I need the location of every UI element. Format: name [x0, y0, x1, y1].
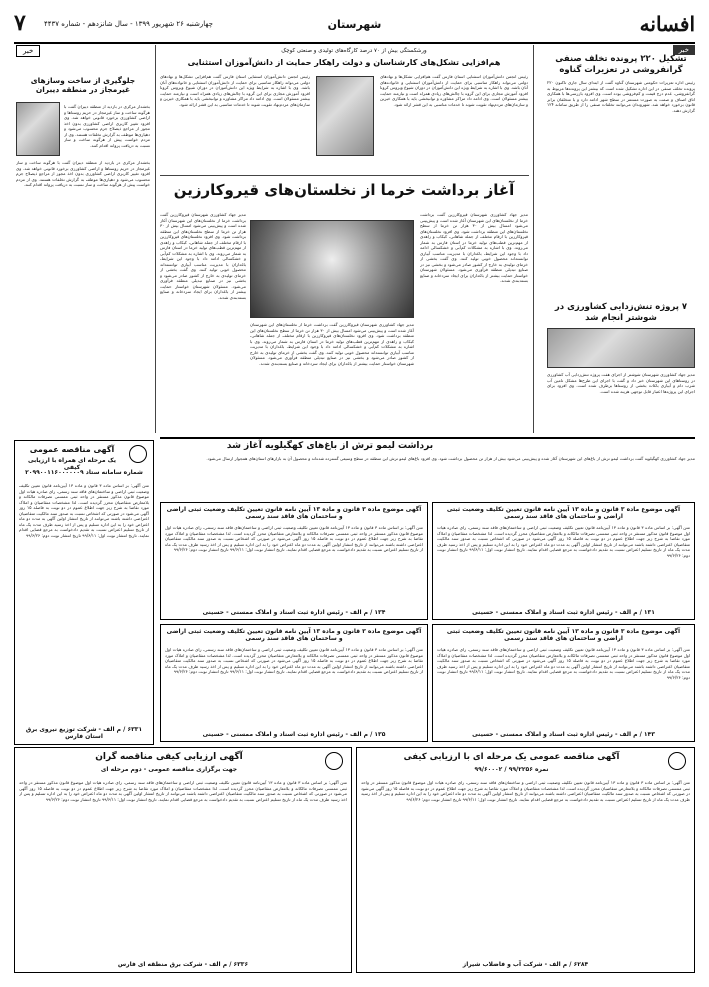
- tender-ad-subtitle: یک مرحله ای همراه با ارزیابی کیفی: [27, 457, 117, 471]
- water-ad-number: نمره ۹۹/۲۲۵۶ / ۹۹/۶۰۰۰۲: [474, 766, 549, 773]
- masthead-rule: [14, 42, 695, 44]
- notice-4-footer: ۱۴۳ / م الف - رئیس اداره ثبت اسناد و املاک ممسنی - حسینی: [472, 731, 655, 738]
- top-headline: هم‌افزایی تشکل‌های کارشناسان و دولت راهکار حمایت از دانش‌آموزان استثنایی: [187, 58, 501, 67]
- issue-date: چهارشنبه ۲۶ شهریور ۱۳۹۹ - سال شانزدهم - شماره ۴۴۳۷: [44, 20, 213, 28]
- main-top-rule: [160, 175, 529, 176]
- tender-ad-title: آگهی مناقصه عمومی: [29, 445, 115, 454]
- news-label-left: خبر: [16, 45, 40, 57]
- water-ad-title: آگهی مناقصه عمومی یک مرحله ای با ارزیابی کیفی: [403, 752, 620, 762]
- portrait-photo: [316, 76, 374, 156]
- right-headline-2: ۷ پروژه تنش‌زدایی کشاورزی در شوشتر انجام شد: [554, 302, 688, 323]
- date-palm-photo: [250, 220, 414, 318]
- main-body-col2: مدیر جهاد کشاورزی شهرستان قیروکارزین گفت برداشت خرما از نخلستان‌های این شهرستان آغاز شده است و پیش‌بینی می‌شود امسال بیش از ۳۰ هزار تن خرما از سطح نخلستان‌های این منطقه برداشت شود. وی افزود نخلستان‌های قیروکارزین با ارقام مختلف از جمله شاهانی، کبکاب و زاهدی از مهم‌ترین قطب‌های تولید خرما در استان فارس به شمار می‌روند. وی با اشاره به مشکلات کم‌آبی و خشکسالی ادامه داد با وجود این شرایط، باغداران با مدیریت مناسب آبیاری توانسته‌اند محصول خوبی تولید کنند. وی گفت بخشی از خرمای تولیدی به خارج از کشور صادر می‌شود و بخشی نیز در صنایع تبدیلی منطقه فرآوری می‌شود. مسئولان شهرستان خواستار حمایت بیشتر از باغداران برای ایجاد سردخانه و صنایع بسته‌بندی شدند.: [250, 322, 414, 366]
- lemon-body: مدیر جهاد کشاورزی کهگیلویه گفت برداشت لیمو ترش از باغ‌های این شهرستان آغاز شده و پیش‌بینی می‌شود بیش از هزار تن محصول برداشت شود. وی افزود باغ‌های لیمو ترش این منطقه در سطح وسیعی گسترده شده‌اند و محصول آن به بازارهای استان‌های همجوار ارسال می‌شود.: [206, 456, 695, 461]
- registry-notice-3: [160, 624, 428, 742]
- water-ad-body: متن آگهی: بر اساس ماده ۳ قانون و ماده ۱۳ آیین‌نامه قانون تعیین تکلیف وضعیت ثبتی اراضی و ساختمان‌های فاقد سند رسمی، رای صادره هیات اول موضوع قانون مذکور مستقر در واحد ثبتی ممسنی تصرفات مالکانه و بلامعارض متقاضیان محرز گردیده است. لذا مشخصات متقاضیان و املاک مورد تقاضا به شرح زیر جهت اطلاع عموم در دو نوبت به فاصله ۱۵ روز آگهی می‌شود در صورتی که اشخاص نسبت به صدور سند مالکیت متقاضیان اعتراضی داشته باشند می‌توانند از تاریخ انتشار اولین آگهی به مدت دو ماه اعتراض خود را به این اداره تسلیم و پس از اخذ رسید ظرف مدت یک ماه از تاریخ تسلیم اعتراض نسبت به تقدیم دادخواست به مرجع قضایی اقدام نمایند. تاریخ انتشار نوبت اول: ۹۹/۶/۱۱ تاریخ انتشار نوبت دوم: ۹۹/۶/۲۶: [361, 780, 690, 802]
- water-company-emblem-icon: [668, 752, 686, 770]
- left-body-top: بخشدار مرکزی در بازدید از منطقه دیبران گفت با هرگونه ساخت و ساز غیرمجاز در حریم روستاها و اراضی کشاورزی برخورد قانونی خواهد شد. وی افزود تغییر کاربری اراضی کشاورزی بدون اخذ مجوز از مراجع ذیصلاح جرم محسوب می‌شود و دهیاری‌ها موظف به گزارش تخلفات هستند. وی از مردم خواست پیش از هرگونه ساخت و ساز نسبت به دریافت پروانه اقدام کنند.: [64, 104, 150, 148]
- notice-2-body: متن آگهی: بر اساس ماده ۳ قانون و ماده ۱۳ آیین‌نامه قانون تعیین تکلیف وضعیت ثبتی اراضی و ساختمان‌های فاقد سند رسمی، رای صادره هیات اول موضوع قانون مذکور مستقر در واحد ثبتی ممسنی تصرفات مالکانه و بلامعارض متقاضیان محرز گردیده است. لذا مشخصات متقاضیان و املاک مورد تقاضا به شرح زیر جهت اطلاع عموم در دو نوبت به فاصله ۱۵ روز آگهی می‌شود در صورتی که اشخاص نسبت به صدور سند مالکیت متقاضیان اعتراضی داشته باشند می‌توانند از تاریخ انتشار اولین آگهی به مدت دو ماه اعتراض خود را به این اداره تسلیم و پس از اخذ رسید ظرف مدت یک ماه از تاریخ تسلیم اعتراض نسبت به تقدیم دادخواست به مرجع قضایی اقدام نمایند. تاریخ انتشار نوبت اول: ۹۹/۶/۱۱ تاریخ انتشار نوبت دوم: ۹۹/۶/۲۶: [437, 525, 690, 558]
- registry-notice-2: [432, 502, 695, 620]
- notice-2-footer: ۱۳۱ / م الف - رئیس اداره ثبت اسناد و املاک ممسنی - حسینی: [472, 609, 655, 616]
- inquiry-ad-subtitle: جهت برگزاری مناقصه عمومی - دوم مرحله ای: [100, 766, 238, 773]
- inquiry-ad-emblem-icon: [325, 752, 343, 770]
- notice-3-footer: ۱۳۵ / م الف - رئیس اداره ثبت اسناد و املاک ممسنی - حسینی: [202, 731, 386, 738]
- section-title: شهرستان: [327, 18, 382, 31]
- tender-ad-body: متن آگهی: بر اساس ماده ۳ قانون و ماده ۱۳ آیین‌نامه قانون تعیین تکلیف وضعیت ثبتی اراضی و ساختمان‌های فاقد سند رسمی، رای صادره هیات اول موضوع قانون مذکور مستقر در واحد ثبتی ممسنی تصرفات مالکانه و بلامعارض متقاضیان محرز گردیده است. لذا مشخصات متقاضیان و املاک مورد تقاضا به شرح زیر جهت اطلاع عموم در دو نوبت به فاصله ۱۵ روز آگهی می‌شود در صورتی که اشخاص نسبت به صدور سند مالکیت متقاضیان اعتراضی داشته باشند می‌توانند از تاریخ انتشار اولین آگهی به مدت دو ماه اعتراض خود را به این اداره تسلیم و پس از اخذ رسید ظرف مدت یک ماه از تاریخ تسلیم اعتراض نسبت به تقدیم دادخواست به مرجع قضایی اقدام نمایند. تاریخ انتشار نوبت اول: ۹۹/۶/۱۱ تاریخ انتشار نوبت دوم: ۹۹/۶/۲۶: [19, 483, 149, 538]
- truck-photo: [547, 328, 695, 368]
- official-photo: [16, 102, 60, 156]
- inquiry-ad-title: آگهی ارزیابی کیفی مناقصه گران: [95, 752, 243, 762]
- tender-ad-left: [14, 440, 154, 745]
- main-headline: آغاز برداشت خرما از نخلستان‌های قیروکارزین: [173, 181, 515, 199]
- main-body-col1: مدیر جهاد کشاورزی شهرستان قیروکارزین گفت برداشت خرما از نخلستان‌های این شهرستان آغاز شده است و پیش‌بینی می‌شود امسال بیش از ۳۰ هزار تن خرما از سطح نخلستان‌های این منطقه برداشت شود. وی افزود نخلستان‌های قیروکارزین با ارقام مختلف از جمله شاهانی، کبکاب و زاهدی از مهم‌ترین قطب‌های تولید خرما در استان فارس به شمار می‌روند. وی با اشاره به مشکلات کم‌آبی و خشکسالی ادامه داد با وجود این شرایط، باغداران با مدیریت مناسب آبیاری توانسته‌اند محصول خوبی تولید کنند. وی گفت بخشی از خرمای تولیدی به خارج از کشور صادر می‌شود و بخشی نیز در صنایع تبدیلی منطقه فرآوری می‌شود. مسئولان شهرستان خواستار حمایت بیشتر از باغداران برای ایجاد سردخانه و صنایع بسته‌بندی شدند.: [420, 212, 528, 283]
- water-tender-ad: [356, 747, 695, 973]
- top-kicker: ورشکستگی بیش از ۷۰ درصد کارگاه‌های تولیدی و صنعتی کوچک: [281, 48, 427, 54]
- notice-1-title: آگهی موضوع ماده ۳ قانون و ماده ۱۳ آیین نامه قانون تعیین تکلیف وضعیت ثبتی اراضی و ساختمان های فاقد سند رسمی: [166, 506, 422, 520]
- page-number: ۷: [14, 10, 26, 36]
- newspaper-logo: افسانه: [639, 12, 695, 36]
- notice-4-title: آگهی موضوع ماده ۳ قانون و ماده ۱۳ آیین نامه قانون تعیین تکلیف وضعیت ثبتی اراضی و ساختمان های فاقد سند رسمی: [446, 628, 681, 642]
- right-body: رئیس اداره تعزیرات حکومتی شهرستان گناوه گفت از ابتدای سال جاری تاکنون ۲۲۰ پرونده تخلف صنفی در این اداره تشکیل شده است که بیشتر این پرونده‌ها مربوط به گرانفروشی، عدم درج قیمت و کم‌فروشی بوده است. وی افزود بازرسی‌ها با همکاری اتاق اصناف و صمت به صورت مستمر در سطح شهر ادامه دارد و با متخلفان برابر قانون برخورد خواهد شد. شهروندان می‌توانند تخلفات صنفی را از طریق سامانه ۱۲۴ گزارش دهند.: [547, 80, 695, 113]
- lemon-rule: [160, 437, 695, 439]
- top-body-right: رئیس انجمن دانش‌آموزان استثنایی استان فارس گفت هم‌افزایی تشکل‌ها و نهادهای دولتی می‌تواند راهکار مناسبی برای حمایت از دانش‌آموزان استثنایی و خانواده‌های آنان باشد. وی با اشاره به شرایط ویژه این دانش‌آموزان در دوران شیوع ویروس کرونا افزود آموزش مجازی برای این گروه با چالش‌های زیادی همراه است و نیازمند حمایت بیشتر مسئولان است. وی ادامه داد مراکز مشاوره و توانبخشی باید با همکاری خیرین و سازمان‌های مردم‌نهاد تقویت شوند تا خدمات مناسبی به این قشر ارائه شود.: [380, 74, 528, 107]
- column-divider-left: [155, 45, 156, 433]
- inquiry-ad-footer: ۶۳۳۶ / م الف - شرکت برق منطقه ای فارس: [117, 961, 249, 968]
- top-body-left: رئیس انجمن دانش‌آموزان استثنایی استان فارس گفت هم‌افزایی تشکل‌ها و نهادهای دولتی می‌تواند راهکار مناسبی برای حمایت از دانش‌آموزان استثنایی و خانواده‌های آنان باشد. وی با اشاره به شرایط ویژه این دانش‌آموزان در دوران شیوع ویروس کرونا افزود آموزش مجازی برای این گروه با چالش‌های زیادی همراه است و نیازمند حمایت بیشتر مسئولان است. وی ادامه داد مراکز مشاوره و توانبخشی باید با همکاری خیرین و سازمان‌های مردم‌نهاد تقویت شوند تا خدمات مناسبی به این قشر ارائه شود.: [160, 74, 310, 107]
- inquiry-ad: [14, 747, 352, 973]
- left-headline: جلوگیری از ساخت وسازهای غیرمجاز در منطقه دیبران: [30, 76, 136, 95]
- notice-1-footer: ۱۳۴ / م الف - رئیس اداره ثبت اسناد و املاک ممسنی - حسینی: [202, 609, 386, 616]
- inquiry-ad-body: متن آگهی: بر اساس ماده ۳ قانون و ماده ۱۳ آیین‌نامه قانون تعیین تکلیف وضعیت ثبتی اراضی و ساختمان‌های فاقد سند رسمی، رای صادره هیات اول موضوع قانون مذکور مستقر در واحد ثبتی ممسنی تصرفات مالکانه و بلامعارض متقاضیان محرز گردیده است. لذا مشخصات متقاضیان و املاک مورد تقاضا به شرح زیر جهت اطلاع عموم در دو نوبت به فاصله ۱۵ روز آگهی می‌شود در صورتی که اشخاص نسبت به صدور سند مالکیت متقاضیان اعتراضی داشته باشند می‌توانند از تاریخ انتشار اولین آگهی به مدت دو ماه اعتراض خود را به این اداره تسلیم و پس از اخذ رسید ظرف مدت یک ماه از تاریخ تسلیم اعتراض نسبت به تقدیم دادخواست به مرجع قضایی اقدام نمایند. تاریخ انتشار نوبت اول: ۹۹/۶/۱۱ تاریخ انتشار نوبت دوم: ۹۹/۶/۲۶: [19, 780, 347, 802]
- tender-ad-emblem-icon: [129, 445, 147, 463]
- left-body: بخشدار مرکزی در بازدید از منطقه دیبران گفت با هرگونه ساخت و ساز غیرمجاز در حریم روستاها و اراضی کشاورزی برخورد قانونی خواهد شد. وی افزود تغییر کاربری اراضی کشاورزی بدون اخذ مجوز از مراجع ذیصلاح جرم محسوب می‌شود و دهیاری‌ها موظف به گزارش تخلفات هستند. وی از مردم خواست پیش از هرگونه ساخت و ساز نسبت به دریافت پروانه اقدام کنند.: [16, 160, 150, 187]
- notice-4-body: متن آگهی: بر اساس ماده ۳ قانون و ماده ۱۳ آیین‌نامه قانون تعیین تکلیف وضعیت ثبتی اراضی و ساختمان‌های فاقد سند رسمی، رای صادره هیات اول موضوع قانون مذکور مستقر در واحد ثبتی ممسنی تصرفات مالکانه و بلامعارض متقاضیان محرز گردیده است. لذا مشخصات متقاضیان و املاک مورد تقاضا به شرح زیر جهت اطلاع عموم در دو نوبت به فاصله ۱۵ روز آگهی می‌شود در صورتی که اشخاص نسبت به صدور سند مالکیت متقاضیان اعتراضی داشته باشند می‌توانند از تاریخ انتشار اولین آگهی به مدت دو ماه اعتراض خود را به این اداره تسلیم و پس از اخذ رسید ظرف مدت یک ماه از تاریخ تسلیم اعتراض نسبت به تقدیم دادخواست به مرجع قضایی اقدام نمایند. تاریخ انتشار نوبت اول: ۹۹/۶/۱۱ تاریخ انتشار نوبت دوم: ۹۹/۶/۲۶: [437, 647, 690, 680]
- tender-ad-number: شماره سامانه ستاد ۲۰۹۹۰۰۱۱۶۰۰۰۰۰۰۹: [25, 469, 143, 476]
- water-ad-footer: ۶۲۸۴ / م الف - شرکت آب و فاضلاب شیراز: [462, 961, 589, 968]
- main-body-col3: مدیر جهاد کشاورزی شهرستان قیروکارزین گفت برداشت خرما از نخلستان‌های این شهرستان آغاز شده است و پیش‌بینی می‌شود امسال بیش از ۳۰ هزار تن خرما از سطح نخلستان‌های این منطقه برداشت شود. وی افزود نخلستان‌های قیروکارزین با ارقام مختلف از جمله شاهانی، کبکاب و زاهدی از مهم‌ترین قطب‌های تولید خرما در استان فارس به شمار می‌روند. وی با اشاره به مشکلات کم‌آبی و خشکسالی ادامه داد با وجود این شرایط، باغداران با مدیریت مناسب آبیاری توانسته‌اند محصول خوبی تولید کنند. وی گفت بخشی از خرمای تولیدی به خارج از کشور صادر می‌شود و بخشی نیز در صنایع تبدیلی منطقه فرآوری می‌شود. مسئولان شهرستان خواستار حمایت بیشتر از باغداران برای ایجاد سردخانه و صنایع بسته‌بندی شدند.: [160, 212, 246, 300]
- right-body-2: مدیر جهاد کشاورزی شهرستان شوشتر از اجرای هفت پروژه تنش‌زدایی آب کشاورزی در روستاهای این شهرستان خبر داد و گفت با اجرای این طرح‌ها مشکل تامین آب شرب دام و آبیاری باغات بخشی از روستاها برطرف شده است. وی افزود برای اجرای این پروژه‌ها اعتبار قابل توجهی هزینه شده است.: [547, 372, 695, 394]
- news-label-right: خبر: [673, 45, 695, 55]
- notice-1-body: متن آگهی: بر اساس ماده ۳ قانون و ماده ۱۳ آیین‌نامه قانون تعیین تکلیف وضعیت ثبتی اراضی و ساختمان‌های فاقد سند رسمی، رای صادره هیات اول موضوع قانون مذکور مستقر در واحد ثبتی ممسنی تصرفات مالکانه و بلامعارض متقاضیان محرز گردیده است. لذا مشخصات متقاضیان و املاک مورد تقاضا به شرح زیر جهت اطلاع عموم در دو نوبت به فاصله ۱۵ روز آگهی می‌شود در صورتی که اشخاص نسبت به صدور سند مالکیت متقاضیان اعتراضی داشته باشند می‌توانند از تاریخ انتشار اولین آگهی به مدت دو ماه اعتراض خود را به این اداره تسلیم و پس از اخذ رسید ظرف مدت یک ماه از تاریخ تسلیم اعتراض نسبت به تقدیم دادخواست به مرجع قضایی اقدام نمایند. تاریخ انتشار نوبت اول: ۹۹/۶/۱۱ تاریخ انتشار نوبت دوم: ۹۹/۶/۲۶: [165, 525, 423, 552]
- registry-notice-1: [160, 502, 428, 620]
- tender-ad-footer: ۶۳۳۱ / م الف - شرکت توزیع نیروی برق استان فارس: [25, 726, 143, 740]
- lemon-headline: برداشت لیمو ترش از باغ‌های کهگیلویه آغاز شد: [226, 441, 434, 451]
- masthead: [14, 10, 695, 42]
- notice-3-body: متن آگهی: بر اساس ماده ۳ قانون و ماده ۱۳ آیین‌نامه قانون تعیین تکلیف وضعیت ثبتی اراضی و ساختمان‌های فاقد سند رسمی، رای صادره هیات اول موضوع قانون مذکور مستقر در واحد ثبتی ممسنی تصرفات مالکانه و بلامعارض متقاضیان محرز گردیده است. لذا مشخصات متقاضیان و املاک مورد تقاضا به شرح زیر جهت اطلاع عموم در دو نوبت به فاصله ۱۵ روز آگهی می‌شود در صورتی که اشخاص نسبت به صدور سند مالکیت متقاضیان اعتراضی داشته باشند می‌توانند از تاریخ انتشار اولین آگهی به مدت دو ماه اعتراض خود را به این اداره تسلیم و پس از اخذ رسید ظرف مدت یک ماه از تاریخ تسلیم اعتراض نسبت به تقدیم دادخواست به مرجع قضایی اقدام نمایند. تاریخ انتشار نوبت اول: ۹۹/۶/۱۱ تاریخ انتشار نوبت دوم: ۹۹/۶/۲۶: [165, 647, 423, 674]
- notice-2-title: آگهی موضوع ماده ۳ قانون و ماده ۱۳ آیین نامه قانون تعیین تکلیف وضعیت ثبتی اراضی و ساختمان های فاقد سند رسمی: [446, 506, 681, 520]
- column-divider: [533, 45, 534, 433]
- notice-3-title: آگهی موضوع ماده ۳ قانون و ماده ۱۳ آیین نامه قانون تعیین تکلیف وضعیت ثبتی اراضی و ساختمان های فاقد سند رسمی: [166, 628, 422, 642]
- right-headline: تشکیل ۲۲۰ پرونده تخلف صنفی گرانفروشی در تعزیرات گناوه: [555, 54, 687, 75]
- registry-notice-4: [432, 624, 695, 742]
